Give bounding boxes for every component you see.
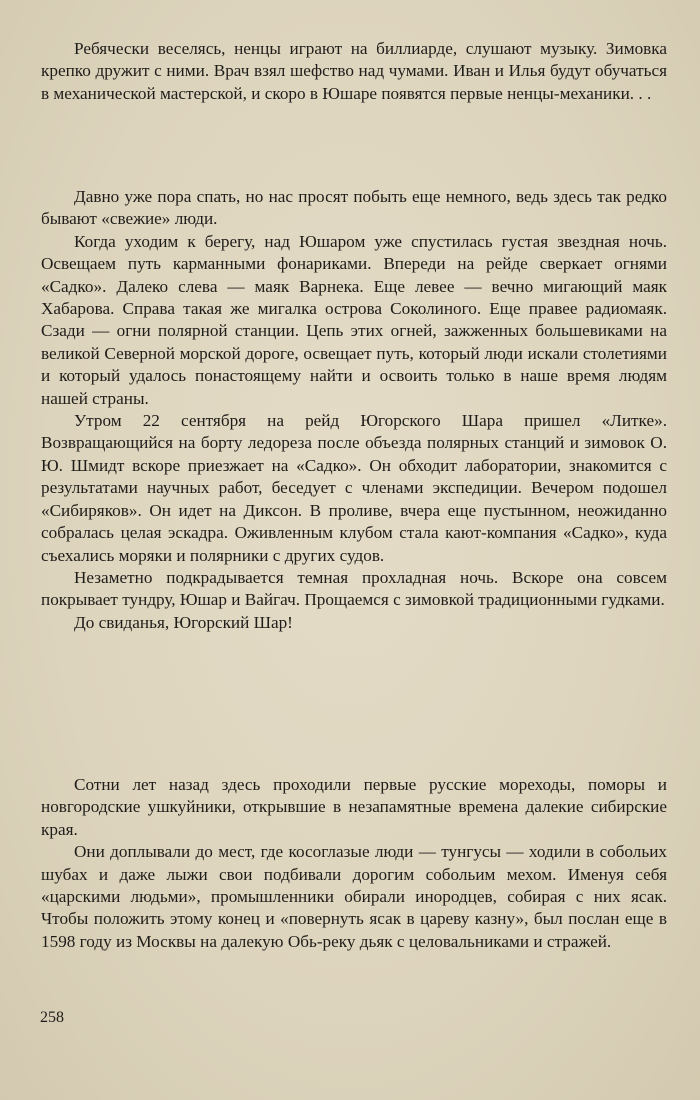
- text-section-1: [41, 38, 667, 105]
- paragraph: Сотни лет назад здесь проходили первые русские мореходы, поморы и новгородские ушкуйники, открывшие в незапамятные времена далекие сибирские края.: [41, 775, 667, 839]
- paragraph: До свиданья, Югорский Шар!: [74, 612, 293, 632]
- paragraph: Ребячески веселясь, ненцы играют на биллиарде, слушают музыку. Зимовка крепко дружит с ними. Врач взял шефство над чумами. Иван и Илья будут обучаться в механической мастерской, и скоро в Юшаре появятся первые ненцы-механики. . .: [41, 39, 667, 103]
- page-number: 258: [40, 1009, 64, 1026]
- paragraph: Давно уже пора спать, но нас просят побыть еще немного, ведь здесь так редко бывают «свежие» люди.: [41, 187, 667, 229]
- paragraph: Незаметно подкрадывается темная прохладная ночь. Вскоре она совсем покрывает тундру, Юшар и Вайгач. Прощаемся с зимовкой традиционными гудками.: [41, 567, 667, 610]
- paragraph: Когда уходим к берегу, над Юшаром уже спустилась густая звездная ночь. Освещаем путь карманными фонариками. Впереди на рейде сверкает огнями «Садко». Далеко слева — маяк Варнека. Еще левее — вечно мигающий маяк Хабарова. Справа такая же мигалка острова Соколиного. Еще правее радиомаяк. Сзади — огни полярной станции. Цепь этих огней, зажженных большевиками на великой Северной морской дороге, освещает путь, который люди искали столетиями и который удалось понастоящему найти и освоить только в наше время людям нашей страны.: [41, 231, 667, 408]
- paragraph: Утром 22 сентября на рейд Югорского Шара пришел «Литке». Возвращающийся на борту ледореза после объезда полярных станций и зимовок О. Ю. Шмидт вскоре приезжает на «Садко». Он обходит лаборатории, знакомится с результатами научных работ, беседует с членами экспедиции. Вечером подошел «Сибиряков». Он идет на Диксон. В проливе, вчера еще пустынном, неожиданно собралась целая эскадра. Оживленным клубом стала кают-компания «Садко», куда съехались моряки и полярники с других судов.: [41, 411, 667, 565]
- text-section-3: [41, 774, 667, 953]
- paragraph: Они доплывали до мест, где косоглазые люди — тунгусы — ходили в собольих шубах и даже лыжи свои подбивали дорогим собольим мехом. Именуя себя «царскими людьми», промышленники обирали инородцев, собирая с них ясак. Чтобы положить этому конец и «повернуть ясак в цареву казну», был послан еще в 1598 году из Москвы на далекую Обь-реку дьяк с целовальниками и стражей.: [41, 842, 667, 951]
- text-section-2: [41, 186, 667, 634]
